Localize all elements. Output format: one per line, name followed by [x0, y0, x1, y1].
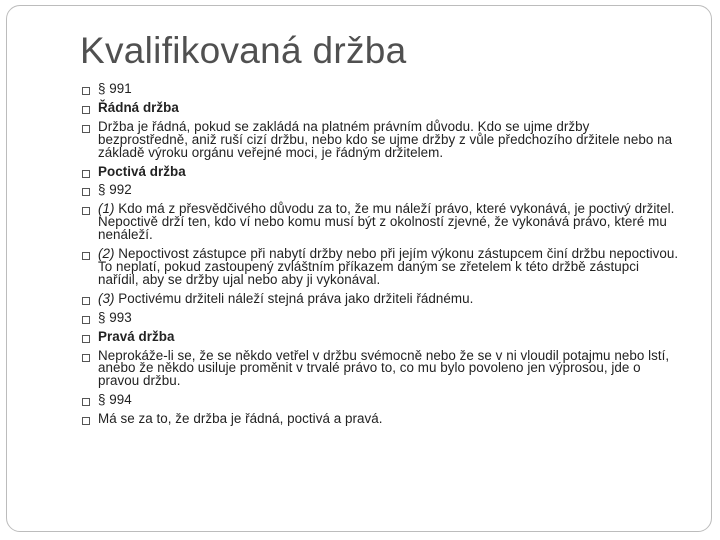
- bullet-item: [82, 203, 682, 242]
- bullet-item: [82, 83, 682, 96]
- square-bullet-icon: [82, 207, 90, 215]
- paragraph-body: Kdo má z přesvědčivého důvodu za to, že mu náleží právo, které vykonává, je poctivý držitel. Nepoctivě drží ten, kdo ví nebo komu musí být z okolností zjevné, že vykonává právo, které mu nenáleží.: [98, 201, 675, 243]
- bullet-item: [82, 347, 682, 389]
- bullet-text: Má se za to, že držba je řádná, poctivá a pravá.: [98, 411, 383, 427]
- bullet-text: § 992: [98, 182, 132, 198]
- paragraph-number: (3): [98, 290, 115, 306]
- square-bullet-icon: [82, 335, 90, 343]
- bullet-item: [82, 184, 682, 197]
- paragraph-body: Poctivému držiteli náleží stejná práva jako držiteli řádnému.: [114, 290, 474, 306]
- square-bullet-icon: [82, 252, 90, 260]
- square-bullet-icon: [82, 87, 90, 95]
- paragraph-body: Nepoctivost zástupce při nabytí držby nebo při jejím výkonu zástupcem činí držbu nepoctivou. To neplatí, pokud zastoupený zvláštním příkazem daným se zřetelem k této držbě zástupci nařídil, aby se držby ujal nebo aby ji vykonával.: [98, 246, 679, 287]
- paragraph-number: (1): [98, 201, 115, 217]
- bullet-heading-text: Pravá držba: [98, 328, 175, 344]
- bullet-item: [82, 413, 682, 426]
- bullet-heading-text: Poctivá držba: [98, 163, 186, 179]
- square-bullet-icon: [82, 125, 90, 133]
- square-bullet-icon: [82, 398, 90, 406]
- square-bullet-icon: [82, 297, 90, 305]
- bullet-heading-text: Řádná držba: [98, 99, 179, 115]
- bullet-item: [82, 118, 682, 160]
- bullet-text: § 991: [98, 81, 132, 96]
- paragraph-number: (2): [98, 246, 115, 262]
- bullet-text: § 993: [98, 309, 132, 325]
- bullet-text: [98, 290, 474, 306]
- bullet-item: [82, 248, 682, 287]
- bullet-item-heading: [82, 163, 682, 179]
- bullet-text: [98, 248, 682, 287]
- bullet-item: [82, 394, 682, 407]
- square-bullet-icon: [82, 354, 90, 362]
- bullet-text: § 994: [98, 392, 132, 408]
- square-bullet-icon: [82, 417, 90, 425]
- bullet-text: [98, 203, 682, 242]
- square-bullet-icon: [82, 316, 90, 324]
- bullet-item: [82, 290, 682, 306]
- bullet-item-heading: [82, 99, 682, 115]
- bullet-item-heading: [82, 328, 682, 344]
- bullet-text: Neprokáže-li se, že se někdo vetřel v držbu svémocně nebo že se v ni vloudil potajmu nebo lstí, anebo že někdo usiluje proměnit v trvalé právo to, co mu bylo povoleno jen výprosou, jde o pravou držbu.: [98, 347, 670, 389]
- bullet-item: [82, 309, 682, 325]
- square-bullet-icon: [82, 188, 90, 196]
- square-bullet-icon: [82, 106, 90, 114]
- square-bullet-icon: [82, 170, 90, 178]
- bullet-list: [82, 83, 682, 426]
- bullet-text: Držba je řádná, pokud se zakládá na platném právním důvodu. Kdo se ujme držby bezprostředně, aniž ruší cizí držbu, nebo kdo se ujme držby z vůle předchozího držitele nebo na základě výroku orgánu veřejné moci, je řádným držitelem.: [98, 118, 673, 160]
- slide-title: Kvalifikovaná držba: [80, 30, 407, 71]
